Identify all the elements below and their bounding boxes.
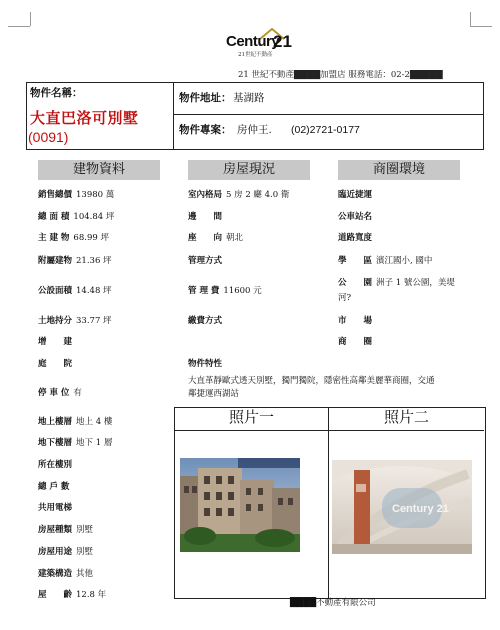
house-row <box>188 316 226 327</box>
address-label: 物件地址： <box>179 92 232 104</box>
building-row <box>38 190 114 201</box>
address-value: 基湖路 <box>233 92 265 104</box>
building-row <box>38 388 82 399</box>
house-row <box>188 286 262 297</box>
agent-phone: (02)2721-0177 <box>291 124 360 136</box>
house-value: 5 房 2 廳 4.0 衛 <box>226 190 290 200</box>
building-label: 總 戶 數 <box>38 482 70 492</box>
building-row <box>38 569 93 580</box>
building-row <box>38 503 76 514</box>
building-label: 所在樓別 <box>38 460 73 470</box>
photo1-label: 照片一 <box>228 408 274 426</box>
footer-company: ████不動產有限公司 <box>290 598 376 608</box>
building-value: 14.48 坪 <box>76 286 112 296</box>
area-label: 臨近捷運 <box>338 190 373 200</box>
house-label: 邊 間 <box>188 212 223 222</box>
building-row <box>38 337 76 348</box>
title-table-divider-h <box>173 114 483 115</box>
photo2-sign-text: Century 21 <box>392 503 449 515</box>
photo-table-divider <box>328 407 329 598</box>
house-row <box>188 256 226 267</box>
house-label: 座 向 <box>188 233 223 243</box>
section-header-building: 建物資料 <box>38 160 160 180</box>
building-label: 增 建 <box>38 337 73 347</box>
building-label: 房屋種類 <box>38 525 73 535</box>
photo2-interior-image <box>332 460 472 554</box>
house-label: 管 理 費 <box>188 286 220 296</box>
house-label: 管理方式 <box>188 256 223 266</box>
building-value: 其他 <box>76 569 94 579</box>
crop-mark-top-right-h <box>470 12 492 27</box>
building-value: 別墅 <box>76 525 94 535</box>
section-header-area: 商圈環境 <box>338 160 460 180</box>
building-label: 公設面積 <box>38 286 73 296</box>
area-label: 學 區 <box>338 256 373 266</box>
building-row <box>38 212 114 223</box>
area-label: 公車站名 <box>338 212 373 222</box>
area-value: 河? <box>338 293 352 303</box>
building-row <box>38 482 73 493</box>
agent-name: 房仲王. <box>237 124 272 136</box>
area-row <box>338 256 432 267</box>
area-row <box>338 337 376 348</box>
building-row <box>38 438 112 449</box>
area-row <box>338 212 376 223</box>
logo-number: 21 <box>273 32 292 51</box>
building-row <box>38 417 112 428</box>
building-label: 附屬建物 <box>38 256 73 266</box>
building-label: 銷售總價 <box>38 190 73 200</box>
building-row <box>38 460 76 471</box>
area-row <box>338 293 351 304</box>
building-value: 68.99 坪 <box>73 233 109 243</box>
title-table-divider-v <box>173 82 174 149</box>
area-row <box>338 190 376 201</box>
photo-header-rule <box>175 430 484 431</box>
house-row <box>188 212 226 223</box>
building-label: 總 面 積 <box>38 212 70 222</box>
area-label: 道路寬度 <box>338 233 373 243</box>
photo1-villa-image <box>180 458 300 552</box>
building-row <box>38 590 106 601</box>
building-label: 共用電梯 <box>38 503 73 513</box>
building-label: 房屋用途 <box>38 547 73 557</box>
house-row <box>188 233 243 244</box>
building-label: 屋 齡 <box>38 590 73 600</box>
area-value: 濱江國小, 國中 <box>376 256 433 266</box>
area-value: 洲子 1 號公園，美堤 <box>376 278 455 288</box>
building-label: 建築構造 <box>38 569 73 579</box>
house-label: 繳費方式 <box>188 316 223 326</box>
features-text-line1: 大直革靜歐式透天別墅，獨門獨院，隱密性高鄰美麗華商圈，交通 <box>188 376 435 386</box>
building-value: 地上 4 樓 <box>76 417 113 427</box>
listing-name-label: 物件名稱： <box>30 87 83 99</box>
building-row <box>38 547 93 558</box>
building-value: 12.8 年 <box>76 590 107 600</box>
house-value: 朝北 <box>226 233 244 243</box>
building-value: 33.77 坪 <box>76 316 112 326</box>
features-text-line2: 鄰捷運西湖站 <box>188 389 240 399</box>
area-row <box>338 233 376 244</box>
building-row <box>38 316 112 327</box>
house-label: 室內格局 <box>188 190 223 200</box>
building-value: 地下 1 層 <box>76 438 113 448</box>
area-row <box>338 278 455 289</box>
building-row <box>38 525 93 536</box>
crop-mark-top-left-h <box>8 12 30 27</box>
section-header-house: 房屋現況 <box>188 160 310 180</box>
building-row <box>38 256 112 267</box>
building-row <box>38 233 109 244</box>
building-label: 主 建 物 <box>38 233 70 243</box>
logo-subtitle: 21世紀不動產 <box>238 52 273 58</box>
building-row <box>38 359 76 370</box>
agency-line: 21 世紀不動產████加盟店 服務電話：02-2█████ <box>238 70 443 80</box>
agent-label: 物件專案： <box>179 124 232 136</box>
building-value: 13980 萬 <box>76 190 115 200</box>
house-row <box>188 190 289 201</box>
listing-code: (0091) <box>28 129 69 145</box>
area-label: 商 圈 <box>338 337 373 347</box>
listing-name-value: 大直巴洛可別墅 <box>30 109 139 127</box>
building-value: 21.36 坪 <box>76 256 112 266</box>
building-value: 104.84 坪 <box>73 212 115 222</box>
photo2-label: 照片二 <box>383 408 429 426</box>
building-value: 別墅 <box>76 547 94 557</box>
building-label: 停 車 位 <box>38 388 70 398</box>
area-label: 市 場 <box>338 316 373 326</box>
house-value: 11600 元 <box>223 286 262 296</box>
building-label: 地上樓層 <box>38 417 73 427</box>
features-label: 物件特性 <box>188 359 223 369</box>
building-row <box>38 286 112 297</box>
area-row <box>338 316 376 327</box>
building-label: 地下樓層 <box>38 438 73 448</box>
building-label: 庭 院 <box>38 359 73 369</box>
building-value: 有 <box>73 388 82 398</box>
building-label: 土地持分 <box>38 316 73 326</box>
area-label: 公 園 <box>338 278 373 288</box>
logo-word: Century <box>226 33 280 50</box>
century21-logo <box>222 30 292 62</box>
